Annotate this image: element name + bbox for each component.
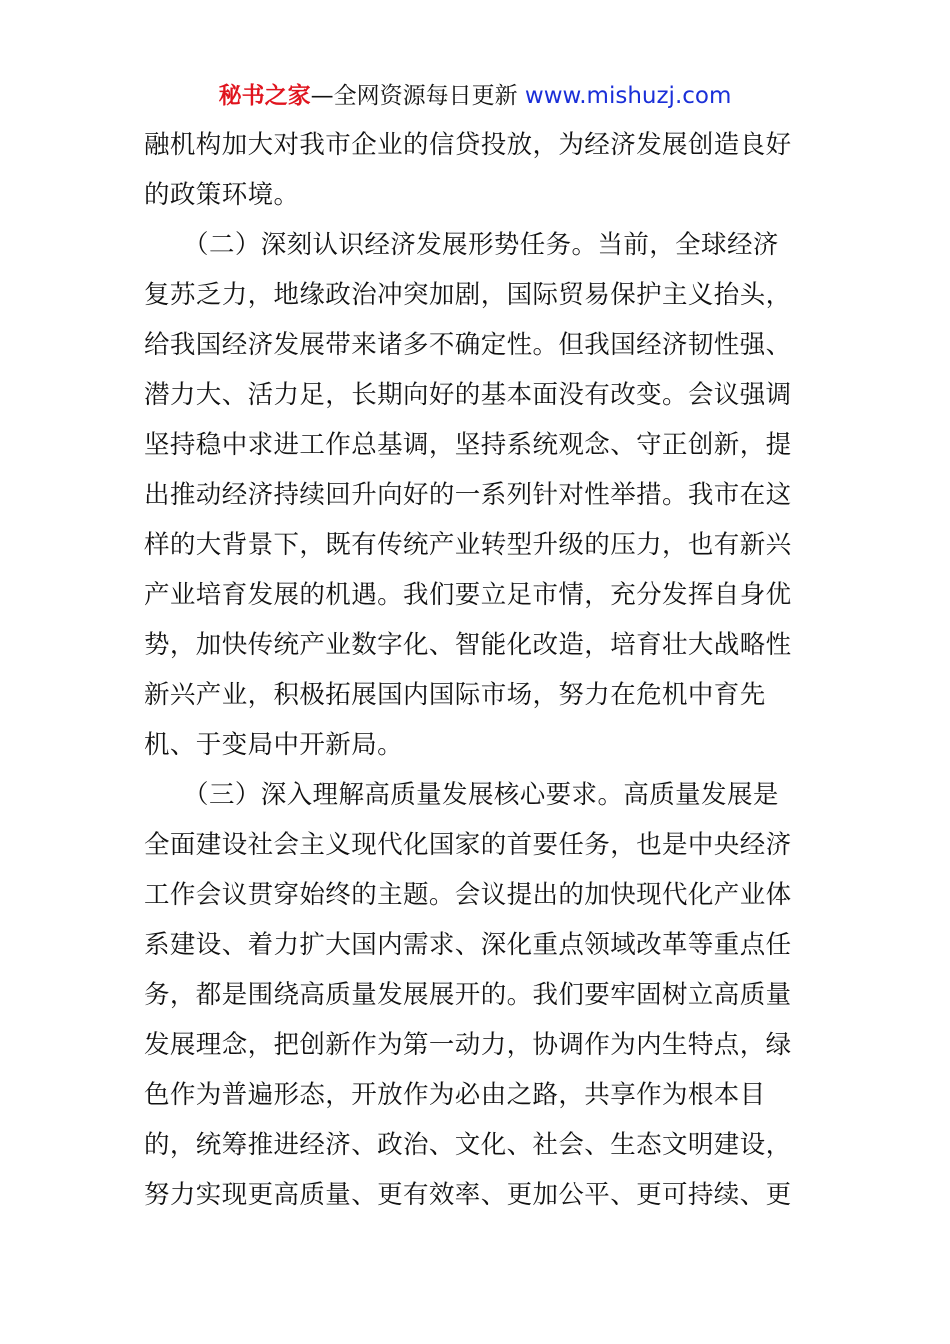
text-line: 坚持稳中求进工作总基调，坚持系统观念、守正创新，提 <box>144 430 792 460</box>
text-line: 潜力大、活力足，长期向好的基本面没有改变。会议强调 <box>144 380 792 410</box>
header-tagline: —全网资源每日更新 <box>310 83 525 109</box>
brand-name: 秘书之家 <box>218 83 311 109</box>
text-line: 努力实现更高质量、更有效率、更加公平、更可持续、更 <box>144 1180 792 1210</box>
text-line: 工作会议贯穿始终的主题。会议提出的加快现代化产业体 <box>144 880 792 910</box>
document-body <box>144 120 814 1220</box>
text-line: 的，统筹推进经济、政治、文化、社会、生态文明建设， <box>144 1130 792 1160</box>
site-header <box>0 80 950 112</box>
text-line: 给我国经济发展带来诸多不确定性。但我国经济韧性强、 <box>144 330 792 360</box>
text-line: 融机构加大对我市企业的信贷投放，为经济发展创造良好 <box>144 130 792 160</box>
text-line: 发展理念，把创新作为第一动力，协调作为内生特点，绿 <box>144 1030 792 1060</box>
text-line: 全面建设社会主义现代化国家的首要任务，也是中央经济 <box>144 830 792 860</box>
text-line: 样的大背景下，既有传统产业转型升级的压力，也有新兴 <box>144 530 792 560</box>
text-line: 机、于变局中开新局。 <box>144 730 404 760</box>
paragraph-heading-3: （三）深入理解高质量发展核心要求。高质量发展是 <box>144 780 779 810</box>
text-line: 出推动经济持续回升向好的一系列针对性举措。我市在这 <box>144 480 792 510</box>
text-line: 务，都是围绕高质量发展展开的。我们要牢固树立高质量 <box>144 980 792 1010</box>
text-line: 系建设、着力扩大国内需求、深化重点领域改革等重点任 <box>144 930 792 960</box>
text-line: 的政策环境。 <box>144 180 300 210</box>
text-line: 复苏乏力，地缘政治冲突加剧，国际贸易保护主义抬头， <box>144 280 792 310</box>
paragraph-heading-2: （二）深刻认识经济发展形势任务。当前，全球经济 <box>144 230 779 260</box>
text-line: 产业培育发展的机遇。我们要立足市情，充分发挥自身优 <box>144 580 792 610</box>
text-line: 新兴产业，积极拓展国内国际市场，努力在危机中育先 <box>144 680 766 710</box>
text-line: 势，加快传统产业数字化、智能化改造，培育壮大战略性 <box>144 630 792 660</box>
site-url[interactable]: www.mishuzj.com <box>524 83 732 109</box>
text-line: 色作为普遍形态，开放作为必由之路，共享作为根本目 <box>144 1080 766 1110</box>
